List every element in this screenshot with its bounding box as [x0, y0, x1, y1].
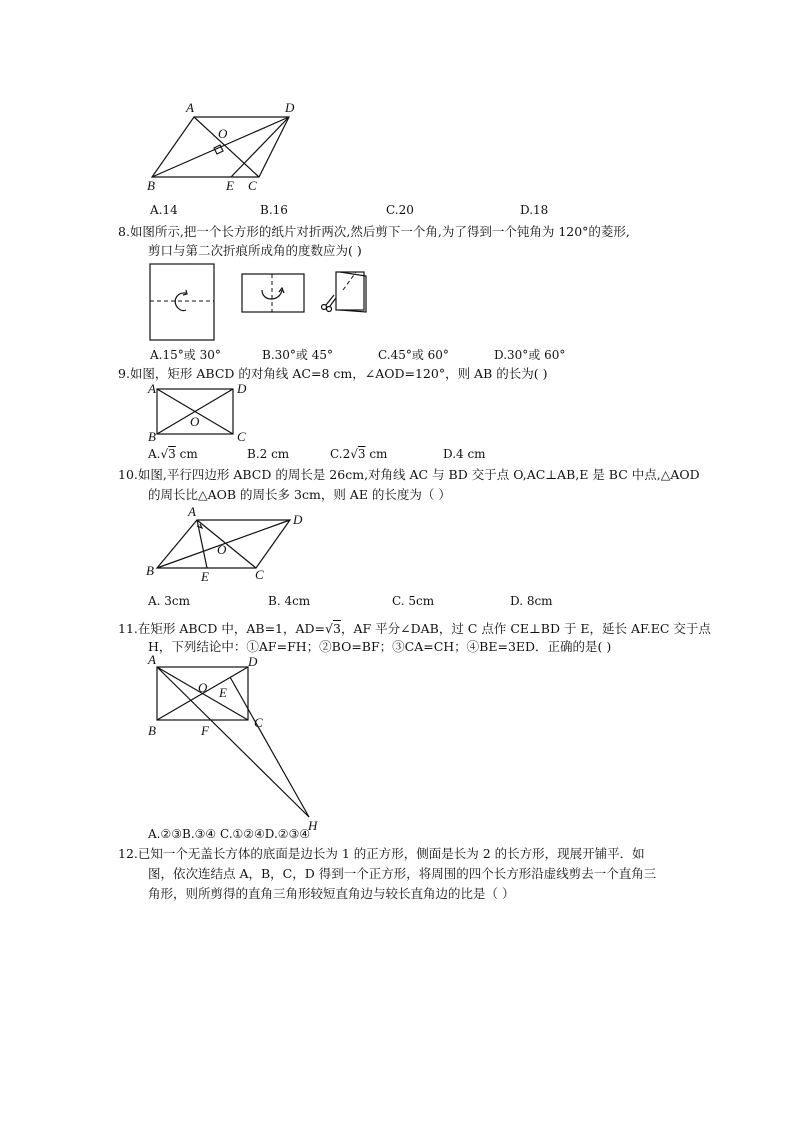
q7-label-e: E	[226, 178, 234, 193]
q9-label-o: O	[190, 414, 200, 429]
q7-option-c: C.20	[386, 203, 414, 217]
q8-option-b: B.30°或 45°	[262, 348, 333, 362]
q7-label-b: B	[147, 178, 155, 193]
q9-label-a: A	[148, 381, 156, 396]
q7-option-d: D.18	[520, 203, 549, 217]
q7-label-d: D	[285, 100, 295, 115]
q10-option-c: C. 5cm	[392, 594, 435, 608]
q12-question-line2: 图，依次连结点 A，B，C，D 得到一个正方形，将周围的四个长方形沿虚线剪去一个直角三	[148, 866, 657, 881]
q7-option-b: B.16	[260, 203, 288, 217]
q11-question-line2: H，下列结论中：①AF=FH；②BO=BF；③CA=CH；④BE=3ED．正确的是( )	[148, 639, 612, 654]
q11-line-eh	[230, 677, 309, 817]
q8-question-line1: 8.如图所示,把一个长方形的纸片对折两次,然后剪下一个角,为了得到一个钝角为 120°的菱形,	[118, 224, 630, 239]
q11-label-b: B	[148, 723, 156, 738]
q8-option-c: C.45°或 60°	[378, 348, 449, 362]
q11-label-a: A	[148, 652, 156, 667]
q11-options: A.②③B.③④ C.①②④D.②③④	[148, 827, 311, 841]
q11-label-e: E	[219, 685, 227, 700]
q10-question-line1: 10.如图,平行四边形 ABCD 的周长是 26cm,对角线 AC 与 BD 交于点 O,AC⊥AB,E 是 BC 中点,△AOD	[118, 467, 700, 482]
q8-question-line2: 剪口与第二次折痕所成角的度数应为( )	[148, 243, 362, 258]
q11-label-h: H	[308, 818, 318, 833]
q9-option-b: B.2 cm	[247, 447, 290, 461]
q12-question-line3: 角形，则所剪得的直角三角形较短直角边与较长直角边的比是（ ）	[148, 886, 515, 901]
q9-label-b: B	[148, 429, 156, 444]
q7-label-o: O	[218, 126, 228, 141]
q11-label-c: C	[254, 715, 263, 730]
q9-option-a: A.√3 cm	[148, 447, 198, 461]
q11-label-d: D	[248, 654, 258, 669]
q10-question-line2: 的周长比△AOB 的周长多 3cm，则 AE 的长度为（ ）	[148, 487, 451, 502]
q10-label-e: E	[201, 569, 209, 584]
q12-question-line1: 12.已知一个无盖长方体的底面是边长为 1 的正方形，侧面是长为 2 的长方形，现展开铺平．如	[118, 846, 645, 861]
q10-label-b: B	[146, 563, 154, 578]
q7-label-a: A	[186, 100, 194, 115]
q8-option-a: A.15°或 30°	[150, 348, 221, 362]
q11-label-o: O	[198, 680, 208, 695]
q9-question-line1: 9.如图，矩形 ABCD 的对角线 AC=8 cm，∠AOD=120°，则 AB 的长为( )	[118, 366, 548, 381]
q10-option-d: D. 8cm	[510, 594, 553, 608]
q9-label-c: C	[237, 429, 246, 444]
q10-label-a: A	[188, 504, 196, 519]
q11-question-line1: 11.在矩形 ABCD 中，AB=1，AD=√3，AF 平分∠DAB，过 C 点作 CE⊥BD 于 E，延长 AF.EC 交于点	[118, 621, 711, 636]
q10-label-d: D	[293, 512, 303, 527]
q10-option-b: B. 4cm	[268, 594, 311, 608]
q10-label-o: O	[217, 542, 227, 557]
q10-label-c: C	[255, 567, 264, 582]
q7-label-c: C	[248, 178, 257, 193]
q9-option-d: D.4 cm	[443, 447, 486, 461]
q9-label-d: D	[237, 381, 247, 396]
q7-option-a: A.14	[150, 203, 178, 217]
q9-option-c: C.2√3 cm	[330, 447, 388, 461]
q11-line-ah	[157, 667, 309, 817]
q10-option-a: A. 3cm	[148, 594, 191, 608]
q11-label-f: F	[201, 723, 209, 738]
q8-option-d: D.30°或 60°	[494, 348, 566, 362]
